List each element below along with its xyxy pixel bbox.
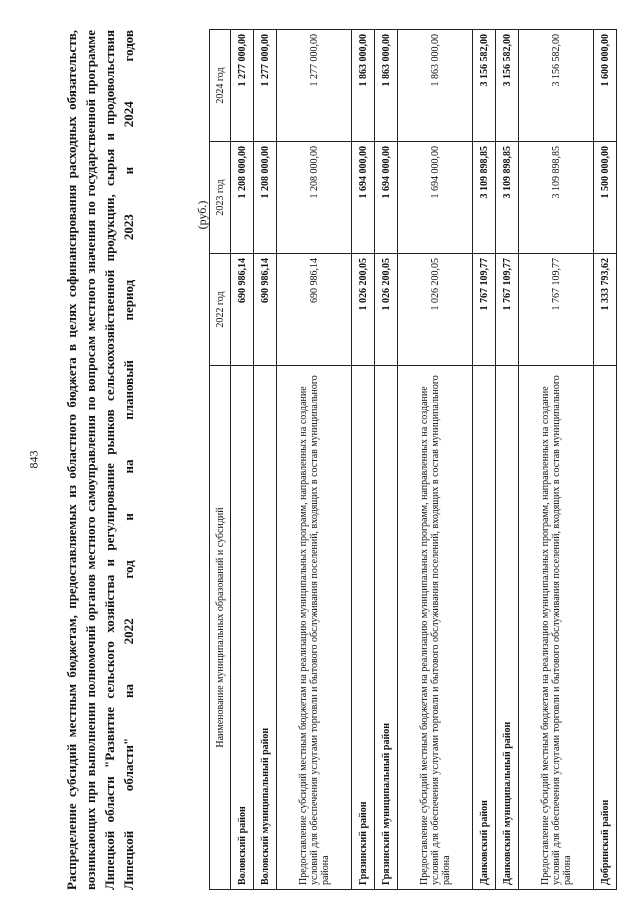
row-name: Добринский район — [594, 366, 617, 890]
header-2023: 2023 год — [210, 142, 231, 254]
table-row — [254, 30, 277, 890]
document-sheet — [62, 30, 622, 890]
value-2024: 1 863 000,00 — [352, 30, 375, 142]
row-name: Воловский муниципальный район — [254, 366, 277, 890]
value-2022: 1 767 109,77 — [473, 254, 496, 366]
table-row — [352, 30, 375, 890]
value-2024: 1 600 000,00 — [594, 30, 617, 142]
table-row — [231, 30, 254, 890]
value-2022: 1 026 200,05 — [352, 254, 375, 366]
value-2022: 1 767 109,77 — [519, 254, 594, 366]
table-row — [398, 30, 473, 890]
subsidy-table — [209, 29, 617, 890]
row-name: Предоставление субсидий местным бюджетам на реализацию муниципальных программ, направленных на создание условий для обеспечения услугами торговли и бытового обслуживания поселений, входящих в состав муниципального района — [519, 366, 594, 890]
value-2024: 1 863 000,00 — [398, 30, 473, 142]
value-2023: 3 109 898,85 — [473, 142, 496, 254]
value-2024: 1 277 000,00 — [254, 30, 277, 142]
value-2023: 1 208 000,00 — [277, 142, 352, 254]
value-2024: 3 156 582,00 — [473, 30, 496, 142]
value-2023: 1 694 000,00 — [398, 142, 473, 254]
row-name: Предоставление субсидий местным бюджетам на реализацию муниципальных программ, направленных на создание условий для обеспечения услугами торговли и бытового обслуживания поселений, входящих в состав муниципального района — [398, 366, 473, 890]
value-2023: 1 694 000,00 — [375, 142, 398, 254]
table-row — [473, 30, 496, 890]
table-row — [519, 30, 594, 890]
value-2024: 1 277 000,00 — [231, 30, 254, 142]
currency-unit: (руб.) — [195, 200, 209, 230]
header-2022: 2022 год — [210, 254, 231, 366]
value-2023: 1 208 000,00 — [231, 142, 254, 254]
table-row — [277, 30, 352, 890]
value-2023: 3 109 898,85 — [496, 142, 519, 254]
value-2022: 1 333 793,62 — [594, 254, 617, 366]
row-name: Данковский район — [473, 366, 496, 890]
row-name: Грязинский муниципальный район — [375, 366, 398, 890]
header-name: Наименование муниципальных образований и субсидий — [210, 366, 231, 890]
value-2024: 3 156 582,00 — [519, 30, 594, 142]
value-2022: 690 986,14 — [231, 254, 254, 366]
value-2024: 3 156 582,00 — [496, 30, 519, 142]
table-header-row — [210, 30, 231, 890]
page-number: 843 — [26, 450, 41, 469]
value-2022: 1 026 200,05 — [375, 254, 398, 366]
row-name: Воловский район — [231, 366, 254, 890]
value-2024: 1 863 000,00 — [375, 30, 398, 142]
value-2022: 690 986,14 — [277, 254, 352, 366]
value-2023: 3 109 898,85 — [519, 142, 594, 254]
row-name: Предоставление субсидий местным бюджетам на реализацию муниципальных программ, направленных на создание условий для обеспечения услугами торговли и бытового обслуживания поселений, входящих в состав муниципального района — [277, 366, 352, 890]
table-row — [496, 30, 519, 890]
value-2023: 1 500 000,00 — [594, 142, 617, 254]
value-2022: 1 026 200,05 — [398, 254, 473, 366]
row-name: Грязинский район — [352, 366, 375, 890]
value-2023: 1 208 000,00 — [254, 142, 277, 254]
document-title: Распределение субсидий местным бюджетам, предоставляемых из областного бюджета в целях софинансирования расходных обязательств, возникающих при выполнении полномочий органов местного самоуправления по вопросам местного значения по государственной программе Липецкой области "Развитие сельского хозяйства и регулирование рынков сельскохозяйственной продукции, сырья и продовольствия Липецкой области" на 2022 год и на плановый период 2023 и 2024 годов — [64, 30, 136, 890]
value-2022: 1 767 109,77 — [496, 254, 519, 366]
value-2024: 1 277 000,00 — [277, 30, 352, 142]
table-row — [594, 30, 617, 890]
header-2024: 2024 год — [210, 30, 231, 142]
value-2022: 690 986,14 — [254, 254, 277, 366]
row-name: Данковский муниципальный район — [496, 366, 519, 890]
table-row — [375, 30, 398, 890]
value-2023: 1 694 000,00 — [352, 142, 375, 254]
